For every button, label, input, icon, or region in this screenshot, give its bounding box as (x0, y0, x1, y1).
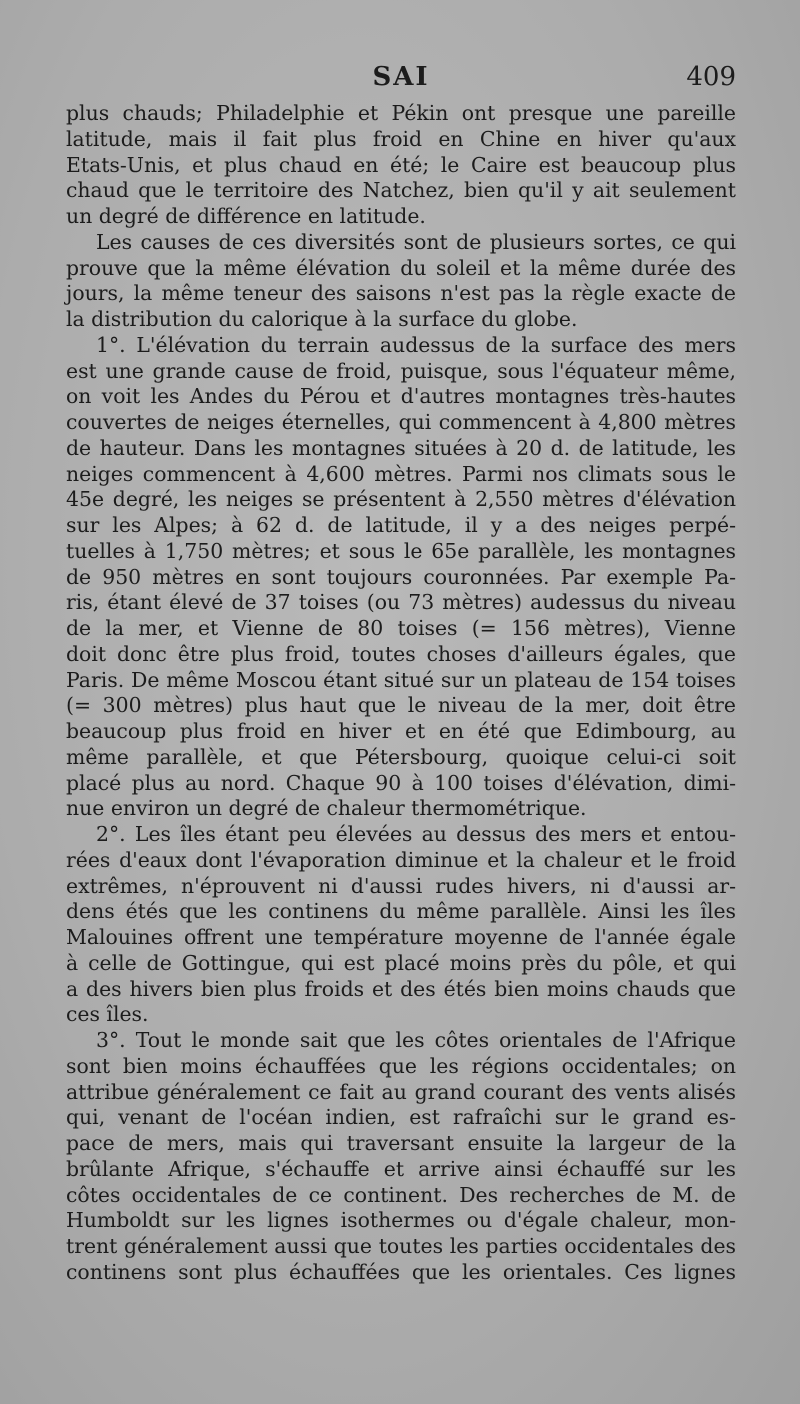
text-line: nue environ un degré de chaleur thermométrique. (66, 796, 587, 821)
text-line: rées d'eaux dont l'évaporation diminue et la chaleur et le froid (66, 847, 736, 872)
text-line: un degré de différence en latitude. (66, 204, 426, 228)
text-line: a des hivers bien plus froids et des étés bien moins chauds que (66, 976, 736, 1001)
text-line: (= 300 mètres) plus haut que le niveau de la mer, doit être (66, 693, 736, 718)
page-number: 409 (686, 62, 736, 92)
text-line: extrêmes, n'éprouvent ni d'aussi rudes hivers, ni d'aussi ar- (66, 873, 736, 898)
text-line: côtes occidentales de ce continent. Des recherches de M. de (66, 1182, 736, 1207)
text-line: pace de mers, mais qui traversant ensuite la largeur de la (66, 1131, 736, 1155)
text-line: on voit les Andes du Pérou et d'autres montagnes très-hautes (66, 384, 736, 409)
text-line: qui, venant de l'océan indien, est rafraîchi sur le grand es- (66, 1105, 736, 1130)
text-line: couvertes de neiges éternelles, qui commencent à 4,800 mètres (66, 410, 736, 434)
body-text (66, 101, 736, 1286)
text-line: Paris. De même Moscou étant situé sur un plateau de 154 toises (66, 667, 736, 692)
text-line: Malouines offrent une température moyenne de l'année égale (66, 925, 736, 949)
text-line: ris, étant élevé de 37 toises (ou 73 mètres) audessus du niveau (66, 590, 736, 615)
text-line: sur les Alpes; à 62 d. de latitude, il y a des neiges perpé- (66, 513, 736, 537)
text-line: neiges commencent à 4,600 mètres. Parmi nos climats sous le (66, 461, 736, 486)
text-line: jours, la même teneur des saisons n'est pas la règle exacte de (66, 281, 736, 306)
text-line: de la mer, et Vienne de 80 toises (= 156 mètres), Vienne (66, 616, 736, 640)
text-line: Les causes de ces diversités sont de plusieurs sortes, ce qui (96, 229, 736, 254)
text-line: tuelles à 1,750 mètres; et sous le 65e parallèle, les montagnes (66, 538, 736, 563)
text-line: dens étés que les continens du même parallèle. Ainsi les îles (66, 899, 736, 924)
text-line: 2°. Les îles étant peu élevées au dessus des mers et entou- (96, 822, 736, 846)
text-line: beaucoup plus froid en hiver et en été que Edimbourg, au (66, 719, 736, 743)
text-line: est une grande cause de froid, puisque, sous l'équateur même, (66, 358, 736, 383)
text-line: à celle de Gottingue, qui est placé moins près du pôle, et qui (66, 950, 736, 975)
text-line: trent généralement aussi que toutes les parties occidentales des (66, 1234, 736, 1258)
text-line: latitude, mais il fait plus froid en Chine en hiver qu'aux (66, 126, 736, 151)
text-line: ces îles. (66, 1002, 149, 1027)
text-line: 45e degré, les neiges se présentent à 2,550 mètres d'élévation (66, 487, 736, 512)
text-line: 1°. L'élévation du terrain audessus de la surface des mers (96, 332, 736, 357)
text-line: de 950 mètres en sont toujours couronnées. Par exemple Pa- (66, 564, 736, 589)
text-line: chaud que le territoire des Natchez, bien qu'il y ait seulement (66, 178, 736, 203)
text-line: sont bien moins échauffées que les régions occidentales; on (66, 1053, 736, 1078)
text-line: doit donc être plus froid, toutes choses d'ailleurs égales, que (66, 641, 736, 666)
text-line: même parallèle, et que Pétersbourg, quoique celui-ci soit (66, 744, 736, 769)
text-line: attribue généralement ce fait au grand courant des vents alisés (66, 1079, 736, 1104)
text-line: Etats-Unis, et plus chaud en été; le Caire est beaucoup plus (66, 152, 736, 177)
text-line: Humboldt sur les lignes isothermes ou d'égale chaleur, mon- (66, 1208, 736, 1233)
text-line: de hauteur. Dans les montagnes situées à 20 d. de latitude, les (66, 435, 736, 460)
text-line: plus chauds; Philadelphie et Pékin ont presque une pareille (66, 101, 736, 125)
text-line: 3°. Tout le monde sait que les côtes orientales de l'Afrique (96, 1028, 736, 1052)
page-header (66, 62, 736, 102)
text-line: brûlante Afrique, s'échauffe et arrive ainsi échauffé sur les (66, 1156, 736, 1181)
text-line: la distribution du calorique à la surface du globe. (66, 307, 578, 331)
text-line: placé plus au nord. Chaque 90 à 100 toises d'élévation, dimi- (66, 770, 736, 795)
running-head: SAI (372, 62, 430, 92)
text-line: continens sont plus échauffées que les orientales. Ces lignes (66, 1259, 736, 1284)
text-line: prouve que la même élévation du soleil et la même durée des (66, 255, 736, 280)
